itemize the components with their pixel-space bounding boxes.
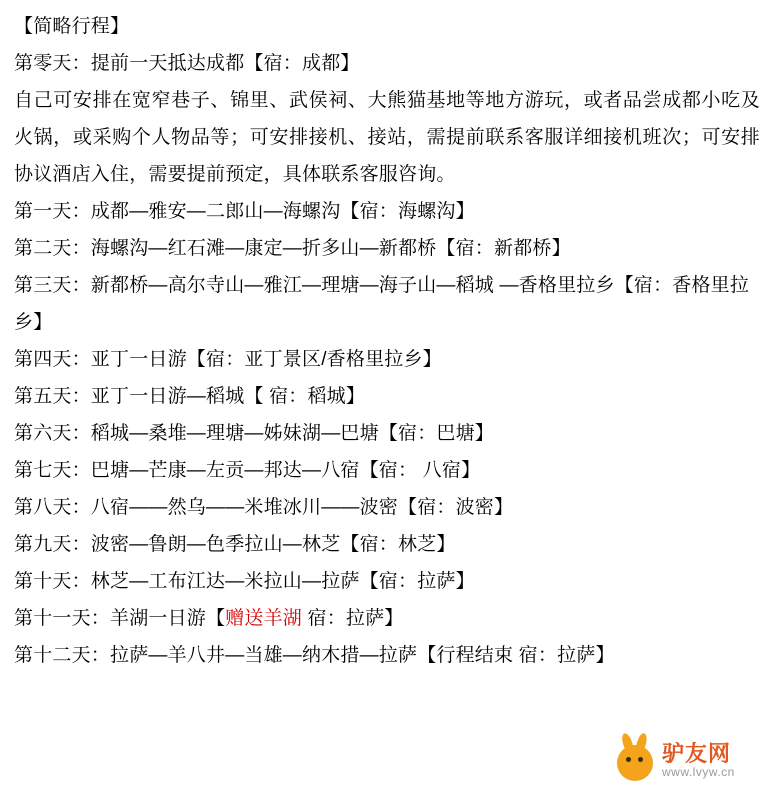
itinerary-day-8: 第八天：八宿——然乌——米堆冰川——波密【宿：波密】 <box>14 497 514 518</box>
itinerary-day-7: 第七天：巴塘—芒康—左贡—邦达—八宿【宿： 八宿】 <box>14 460 481 481</box>
itinerary-day-10: 第十天：林芝—工布江达—米拉山—拉萨【宿：拉萨】 <box>14 571 475 592</box>
itinerary-day-2: 第二天：海螺沟—红石滩—康定—折多山—新都桥【宿：新都桥】 <box>14 238 571 259</box>
day-zero-heading: 第零天：提前一天抵达成都【宿：成都】 <box>14 53 360 74</box>
itinerary-day-9: 第九天：波密—鲁朗—色季拉山—林芝【宿：林芝】 <box>14 534 456 555</box>
rabbit-mascot-icon <box>614 737 660 783</box>
itinerary-day-6: 第六天：稻城—桑堆—理塘—姊妹湖—巴塘【宿：巴塘】 <box>14 423 495 444</box>
day-11-prefix: 第十一天：羊湖一日游【 <box>14 608 226 629</box>
day-11-highlight: 赠送羊湖 <box>225 608 303 629</box>
itinerary-day-11 <box>14 600 760 637</box>
watermark-brand: 驴友网 <box>662 741 732 766</box>
itinerary-day-5: 第五天：亚丁一日游—稻城【 宿：稻城】 <box>14 386 366 407</box>
day-11-suffix: 宿：拉萨】 <box>302 608 404 629</box>
itinerary-day-4: 第四天：亚丁一日游【宿：亚丁景区/香格里拉乡】 <box>14 349 442 370</box>
watermark-url: www.lvyw.cn <box>662 765 735 779</box>
site-watermark <box>614 735 766 791</box>
intro-paragraph: 自己可安排在宽窄巷子、锦里、武侯祠、大熊猫基地等地方游玩，或者品尝成都小吃及火锅，或采购个人物品等；可安排接机、接站，需提前联系客服详细接机班次；可安排协议酒店入住，需要提前预定，具体联系客服咨询。 <box>14 90 760 185</box>
itinerary-day-12: 第十二天：拉萨—羊八井—当雄—纳木措—拉萨【行程结束 宿：拉萨】 <box>14 645 615 666</box>
itinerary-day-1: 第一天：成都—雅安—二郎山—海螺沟【宿：海螺沟】 <box>14 201 475 222</box>
itinerary-day-3: 第三天：新都桥—高尔寺山—雅江—理塘—海子山—稻城 —香格里拉乡【宿：香格里拉乡】 <box>14 275 750 333</box>
document-title: 【简略行程】 <box>14 16 130 37</box>
